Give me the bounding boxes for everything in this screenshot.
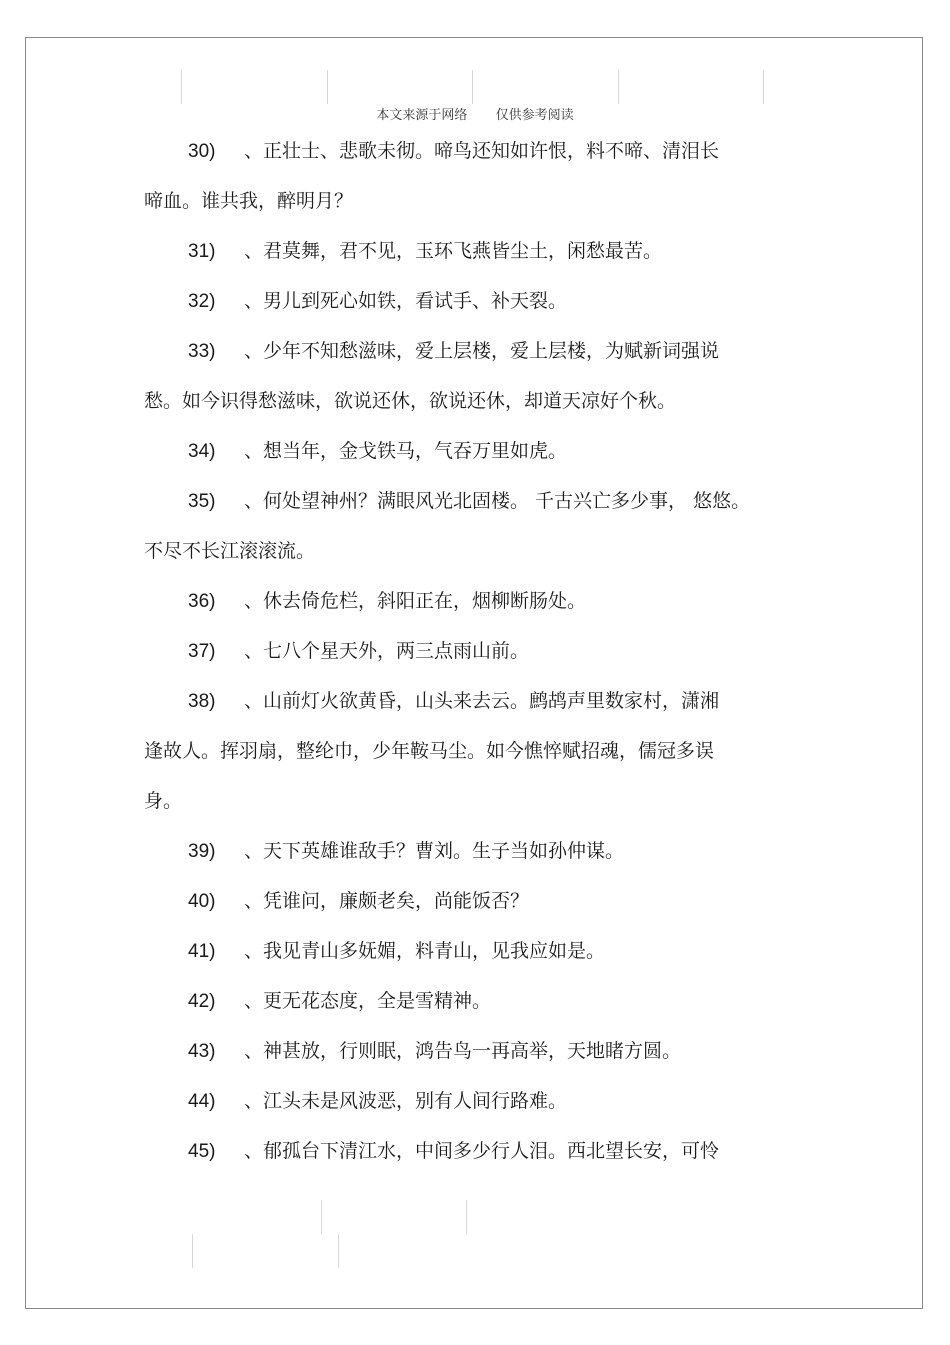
footer-tick (466, 1200, 467, 1234)
entry-text: 、凭谁问，廉颇老矣，尚能饭否？ (244, 890, 530, 912)
entry-line (188, 639, 529, 664)
page-border (25, 37, 923, 1309)
entry-number: 35) (188, 491, 216, 512)
entry-text: 、七八个星天外，两三点雨山前。 (244, 640, 530, 662)
entry-line (188, 1139, 719, 1164)
entry-line (188, 989, 491, 1014)
entry-continuation: 不尽不长江滚滚流。 (144, 540, 316, 562)
entry-line (188, 489, 750, 514)
entry-number: 43) (188, 1041, 216, 1062)
entry-text: 、山前灯火欲黄昏，山头来去云。鹧鸪声里数家村，潇湘 (244, 690, 720, 712)
entry-line (188, 889, 529, 914)
entry-text: 、江头未是风波恶，别有人间行路难。 (244, 1090, 568, 1112)
entry-text: 、郁孤台下清江水，中间多少行人泪。西北望长安，可怜 (244, 1140, 720, 1162)
entry-text: 、神甚放，行则眠，鸿告鸟一再高举，天地睹方圆。 (244, 1040, 682, 1062)
entry-line (188, 589, 586, 614)
entry-line (188, 439, 567, 464)
entry-line (188, 289, 567, 314)
entry-text: 、想当年，金戈铁马，气吞万里如虎。 (244, 440, 568, 462)
page-header (0, 104, 950, 123)
entry-text: 、天下英雄谁敌手？曹刘。生子当如孙仲谋。 (244, 840, 625, 862)
entry-number: 38) (188, 691, 216, 712)
entry-number: 30) (188, 141, 216, 162)
entry-line (188, 1039, 681, 1064)
footer-tick (192, 1234, 193, 1268)
entry-number: 34) (188, 441, 216, 462)
header-tick (327, 70, 328, 104)
header-tick (618, 70, 619, 104)
entry-number: 36) (188, 591, 216, 612)
entry-number: 37) (188, 641, 216, 662)
entry-line (188, 939, 605, 964)
entry-number: 45) (188, 1141, 216, 1162)
entry-continuation: 身。 (144, 790, 183, 812)
entry-continuation: 愁。如今识得愁滋味，欲说还休，欲说还休，却道天凉好个秋。 (144, 390, 677, 412)
entry-number: 39) (188, 841, 216, 862)
entry-continuation: 逢故人。挥羽扇，整纶巾，少年鞍马尘。如今憔悴赋招魂，儒冠多误 (144, 740, 715, 762)
entry-number: 33) (188, 341, 216, 362)
header-tick (472, 70, 473, 104)
entry-text: 、少年不知愁滋味，爱上层楼，爱上层楼，为赋新词强说 (244, 340, 720, 362)
entry-text: 、我见青山多妩媚，料青山，见我应如是。 (244, 940, 606, 962)
entry-line (188, 689, 719, 714)
header-reference-note: 仅供参考阅读 (495, 108, 574, 123)
header-source-note: 本文来源于网络 (376, 108, 468, 123)
header-tick (763, 70, 764, 104)
entry-number: 41) (188, 941, 216, 962)
entry-text: 、男儿到死心如铁，看试手、补天裂。 (244, 290, 568, 312)
entry-text: 、何处望神州？满眼风光北固楼。 千古兴亡多少事， 悠悠。 (244, 490, 751, 512)
footer-tick (321, 1200, 322, 1234)
entry-text: 、君莫舞，君不见，玉环飞燕皆尘土，闲愁最苦。 (244, 240, 663, 262)
entry-number: 31) (188, 241, 216, 262)
header-tick (181, 70, 182, 104)
entry-line (188, 339, 719, 364)
entry-line (188, 1089, 567, 1114)
entry-line (188, 839, 624, 864)
entry-text: 、更无花态度，全是雪精神。 (244, 990, 492, 1012)
entry-number: 40) (188, 891, 216, 912)
footer-tick (338, 1234, 339, 1268)
entry-number: 32) (188, 291, 216, 312)
entry-continuation: 啼血。谁共我，醉明月？ (144, 190, 354, 212)
entry-number: 44) (188, 1091, 216, 1112)
entry-text: 、正壮士、悲歌未彻。啼鸟还知如许恨，料不啼、清泪长 (244, 140, 720, 162)
entry-number: 42) (188, 991, 216, 1012)
entry-line (188, 139, 719, 164)
entry-text: 、休去倚危栏，斜阳正在，烟柳断肠处。 (244, 590, 587, 612)
entry-line (188, 239, 662, 264)
